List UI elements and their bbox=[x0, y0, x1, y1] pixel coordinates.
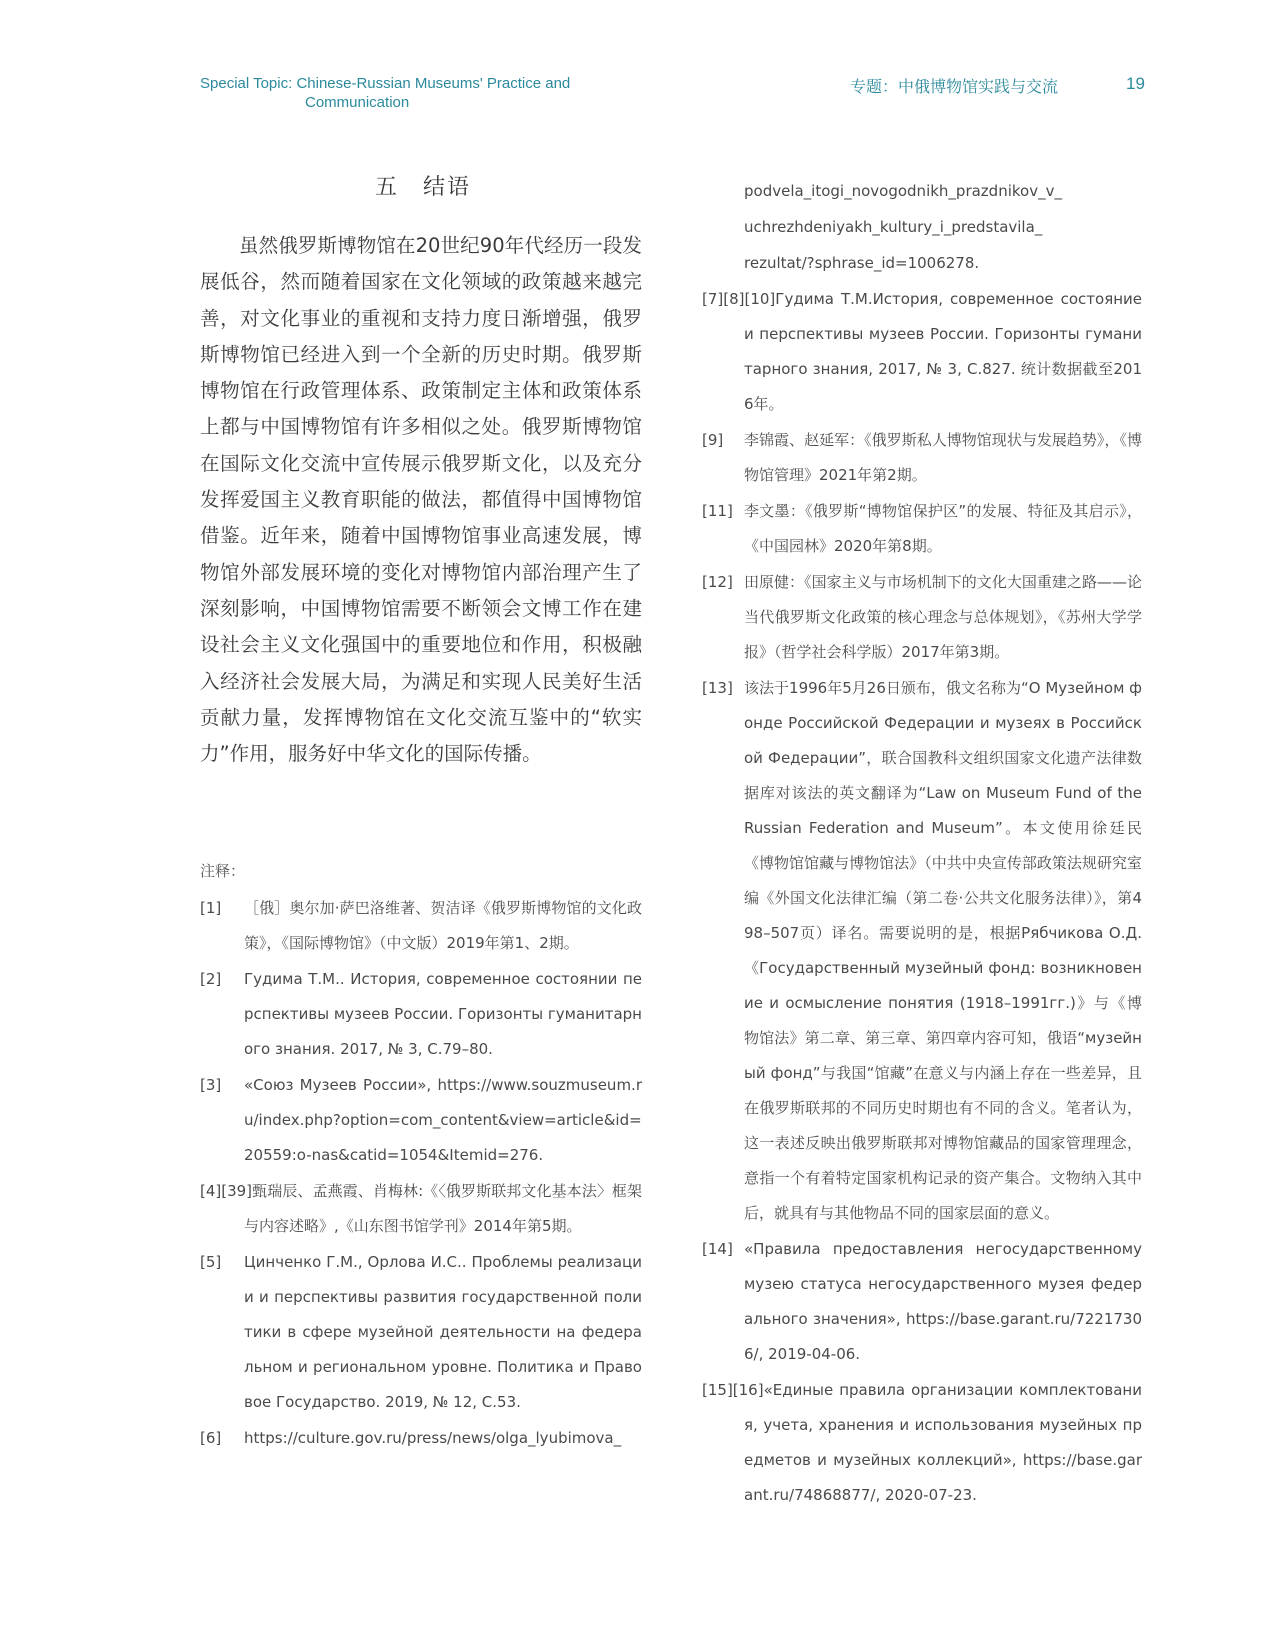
running-header-chinese: 专题：中俄博物馆实践与交流 bbox=[850, 77, 1059, 96]
note-6-continuation-line: uchrezhdeniyakh_kultury_i_predstavila_ bbox=[744, 218, 1043, 236]
note-6-continuation-line: rezultat/?sphrase_id=1006278. bbox=[744, 254, 980, 272]
note-text: «Союз Музеев России», https://www.souzmuseum.ru/index.php?option=com_content&view=article&id=20559:o-nas&catid=1054&Itemid=276. bbox=[244, 1076, 642, 1165]
notes-label: 注释： bbox=[200, 862, 246, 881]
note-text: 该法于1996年5月26日颁布，俄文名称为“О Музейном фонде Российской Федерации и музеях в Российской Федерации”，联合国教科文组织国家文化遗产法律数据库对该法的英文翻译为“Law on Museum Fund of the Russian Federation and Museum”。本文使用徐廷民《博物馆馆藏与博物馆法》（中共中央宣传部政策法规研究室编《外国文化法律汇编（第二卷·公共文化服务法律）》，第498–507页）译名。需要说明的是，根据Рябчикова О.Д.《Государственный музейный фонд: возникновение и осмысление понятия (1918–1991гг.)》与《博物馆法》第二章、第三章、第四章内容可知，俄语“музейный фонд”与我国“馆藏”在意义与内涵上存在一些差异，且在俄罗斯联邦的不同历史时期也有不同的含义。笔者认为，这一表述反映出俄罗斯联邦对博物馆藏品的国家管理理念，意指一个有着特定国家机构记录的资产集合。文物纳入其中后，就具有与其他物品不同的国家层面的意义。 bbox=[744, 679, 1142, 1222]
note-text: 李文墨：《俄罗斯“博物馆保护区”的发展、特征及其启示》，《中国园林》2020年第8期。 bbox=[744, 502, 1142, 555]
note-text: 甄瑞辰、孟燕霞、肖梅林:《〈俄罗斯联邦文化基本法〉框架与内容述略》,《山东图书馆学刊》2014年第5期。 bbox=[244, 1182, 642, 1236]
note-number: [6] bbox=[200, 1429, 222, 1448]
note-number: [1] bbox=[200, 899, 222, 918]
note-number: [12] bbox=[702, 573, 733, 591]
note-text: https://culture.gov.ru/press/news/olga_lyubimova_ bbox=[244, 1429, 622, 1448]
note-number: [11] bbox=[702, 502, 733, 520]
note-text: ［俄］奥尔加·萨巴洛维著、贺洁译《俄罗斯博物馆的文化政策》，《国际博物馆》（中文版）2019年第1、2期。 bbox=[244, 899, 642, 953]
note-number: [14] bbox=[702, 1240, 733, 1258]
running-header-english bbox=[200, 74, 630, 112]
note-text-with-number bbox=[702, 1373, 1142, 1513]
header-line-1: Special Topic: Chinese-Russian Museums' Practice and bbox=[200, 75, 571, 92]
note-text: Гудима Т.М.. История, современное состоянии перспективы музеев России. Горизонты гуманитарного знания. 2017, № 3, С.79–80. bbox=[244, 970, 642, 1059]
note-number: [13] bbox=[702, 679, 733, 697]
note-text: 田原健：《国家主义与市场机制下的文化大国重建之路——论当代俄罗斯文化政策的核心理念与总体规划》，《苏州大学学报》（哲学社会科学版）2017年第3期。 bbox=[744, 573, 1142, 661]
left-column bbox=[200, 170, 642, 1457]
header-line-2: Communication bbox=[305, 94, 410, 111]
note-number: [4][39] bbox=[200, 1182, 253, 1201]
note-4-39 bbox=[200, 1174, 642, 1244]
note-text: «Единые правила организации комплектования, учета, хранения и использования музейных предметов и музейных коллекций», https://base.garant.ru/74868877/, 2020-07-23. bbox=[744, 1381, 1142, 1504]
note-5 bbox=[200, 1245, 642, 1420]
note-text: Гудима Т.М.История, современное состояниеи перспективы музеев России. Горизонты гуманитарного знания, 2017, № 3, С.827. 统计数据截至2016年。 bbox=[744, 290, 1142, 413]
note-number: [15][16] bbox=[702, 1381, 764, 1399]
note-6 bbox=[200, 1421, 642, 1456]
note-7-8-10 bbox=[702, 282, 1142, 422]
note-14 bbox=[702, 1232, 1142, 1372]
note-13 bbox=[702, 671, 1142, 1231]
note-number: [7][8][10] bbox=[702, 290, 776, 308]
note-9 bbox=[702, 423, 1142, 493]
conclusion-paragraph: 虽然俄罗斯博物馆在20世纪90年代经历一段发展低谷，然而随着国家在文化领域的政策越来越完善，对文化事业的重视和支持力度日渐增强，俄罗斯博物馆已经进入到一个全新的历史时期。俄罗斯博物馆在行政管理体系、政策制定主体和政策体系上都与中国博物馆有许多相似之处。俄罗斯博物馆在国际文化交流中宣传展示俄罗斯文化，以及充分发挥爱国主义教育职能的做法，都值得中国博物馆借鉴。近年来，随着中国博物馆事业高速发展，博物馆外部发展环境的变化对博物馆内部治理产生了深刻影响，中国博物馆需要不断领会文博工作在建设社会主义文化强国中的重要地位和作用，积极融入经济社会发展大局，为满足和实现人民美好生活贡献力量，发挥博物馆在文化交流互鉴中的“软实力”作用，服务好中华文化的国际传播。 bbox=[200, 234, 642, 766]
note-2 bbox=[200, 962, 642, 1067]
page-number: 19 bbox=[1126, 74, 1145, 93]
right-column bbox=[702, 174, 1142, 1514]
note-number: [5] bbox=[200, 1253, 222, 1272]
note-number: [2] bbox=[200, 970, 222, 989]
note-11 bbox=[702, 494, 1142, 564]
note-text-with-number bbox=[702, 282, 1142, 422]
note-3 bbox=[200, 1068, 642, 1173]
note-text: Цинченко Г.М., Орлова И.С.. Проблемы реализации и перспективы развития государственной политики в сфере музейной деятельности на федеральном и региональном уровне. Политика и Правовое Государство. 2019, № 12, С.53. bbox=[244, 1253, 642, 1412]
note-text: «Правила предоставления негосударственному музею статуса негосударственного музея федерального значения», https://base.garant.ru/72217306/, 2019-04-06. bbox=[744, 1240, 1142, 1363]
note-6-continuation-line: podvela_itogi_novogodnikh_prazdnikov_v_ bbox=[744, 182, 1062, 200]
note-text-with-number bbox=[200, 1174, 642, 1244]
note-number: [3] bbox=[200, 1076, 222, 1095]
note-number: [9] bbox=[702, 431, 724, 449]
section-title: 五 结语 bbox=[375, 175, 472, 200]
note-text: 李锦霞、赵延军：《俄罗斯私人博物馆现状与发展趋势》，《博物馆管理》2021年第2期。 bbox=[744, 431, 1142, 484]
note-1 bbox=[200, 891, 642, 961]
note-12 bbox=[702, 565, 1142, 670]
note-15-16 bbox=[702, 1373, 1142, 1513]
